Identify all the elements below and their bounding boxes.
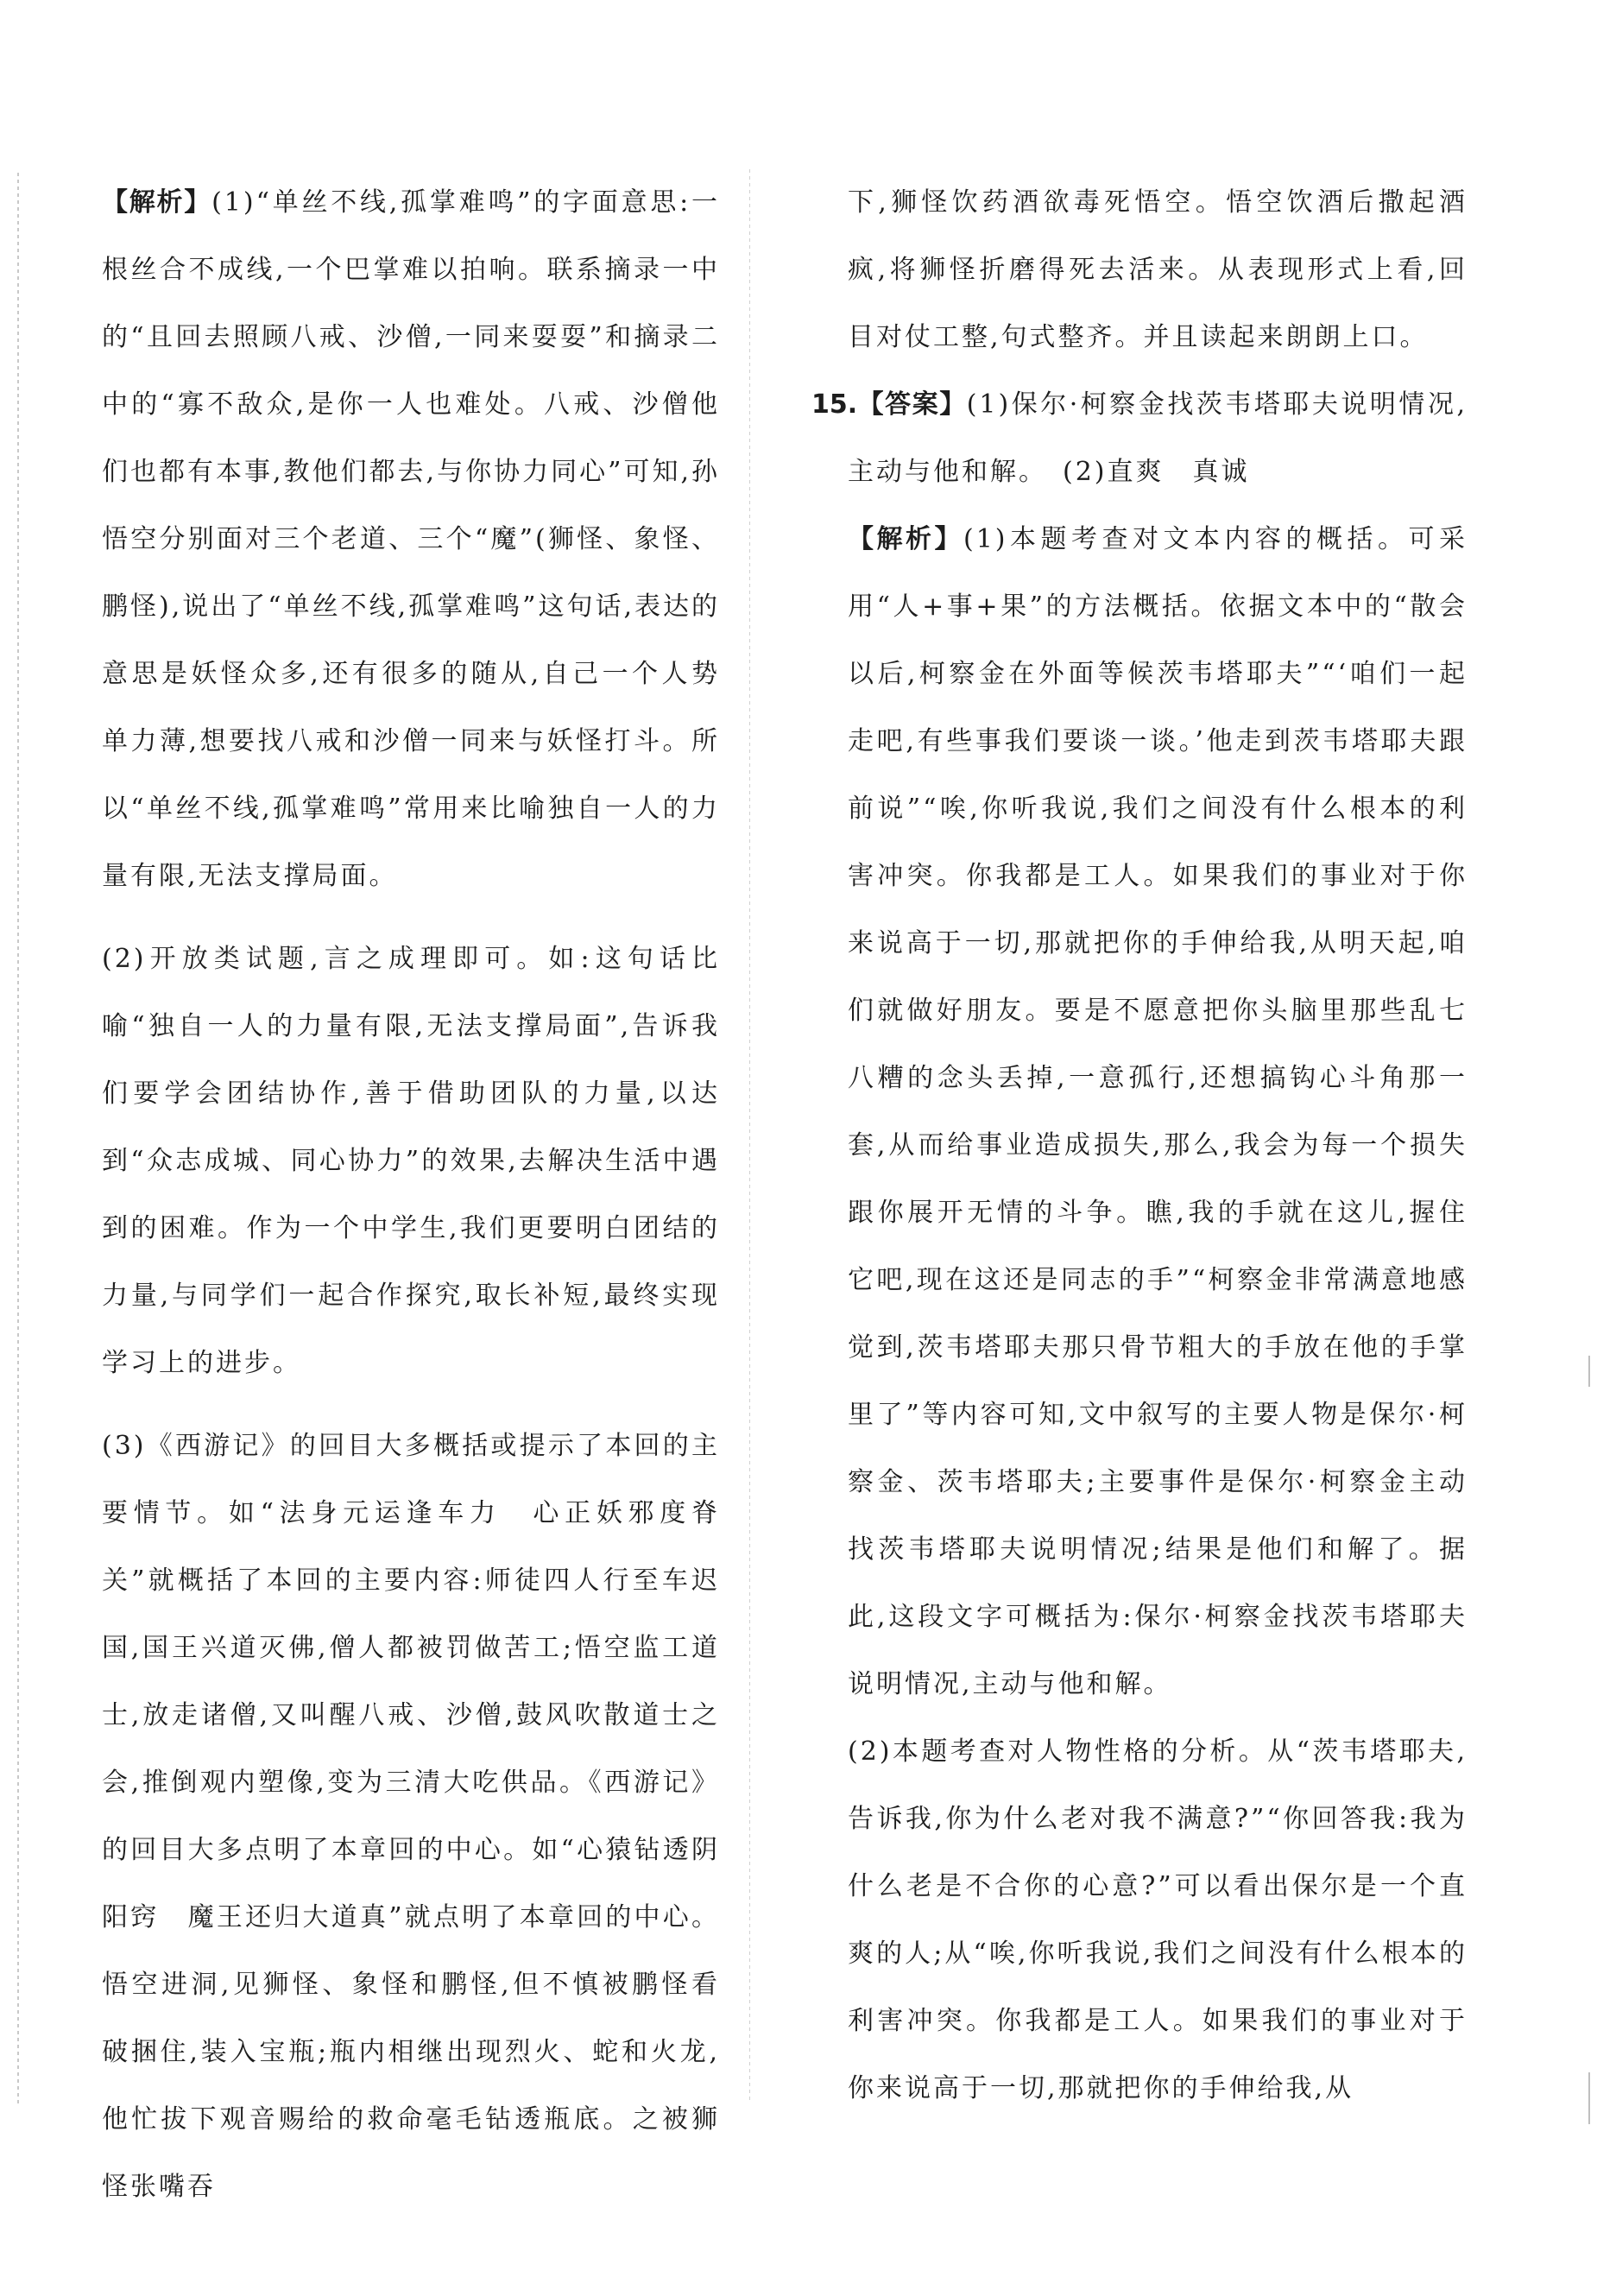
column-divider — [749, 169, 750, 2103]
question-15-analysis-2: (2)本题考查对人物性格的分析。从“茨韦塔耶夫,告诉我,你为什么老对我不满意?”“你回答我:我为什么老是不合你的心意?”可以看出保尔是一个直爽的人;从“唉,你听我说,我们之间没有什么根本的利害冲突。你我都是工人。如果我们的事业对于你来说高于一切,那就把你的手伸给我,从 — [848, 1736, 1468, 2103]
question-15-answer — [811, 371, 1468, 506]
analysis-continuation: 下,狮怪饮药酒欲毒死悟空。悟空饮酒后撒起酒疯,将狮怪折磨得死去活来。从表现形式上看,回目对仗工整,句式整齐。并且读起来朗朗上口。 — [848, 187, 1468, 352]
analysis-text: (1)本题考查对文本内容的概括。可采用“人+事+果”的方法概括。依据文本中的“散会以后,柯察金在外面等候茨韦塔耶夫”“‘咱们一起走吧,有些事我们要谈一谈。’他走到茨韦塔耶夫跟前说”“唉,你听我说,我们之间没有什么根本的利害冲突。你我都是工人。如果我们的事业对于你来说高于一切,那就把你的手伸给我,从明天起,咱们就做好朋友。要是不愿意把你头脑里那些乱七八糟的念头丢掉,一意孤行,还想搞钩心斗角那一套,从而给事业造成损失,那么,我会为每一个损失跟你展开无情的斗争。瞧,我的手就在这儿,握住它吧,现在这还是同志的手”“柯察金非常满意地感觉到,茨韦塔耶夫那只骨节粗大的手放在他的手掌里了”等内容可知,文中叙写的主要人物是保尔·柯察金、茨韦塔耶夫;主要事件是保尔·柯察金主动找茨韦塔耶夫说明情况;结果是他们和解了。据此,这段文字可概括为:保尔·柯察金找茨韦塔耶夫说明情况,主动与他和解。 — [848, 524, 1468, 1699]
analysis-text: (1)“单丝不线,孤掌难鸣”的字面意思:一根丝合不成线,一个巴掌难以拍响。联系摘录一中的“且回去照顾八戒、沙僧,一同来耍耍”和摘录二中的“寡不敌众,是你一人也难处。八戒、沙僧他们也都有本事,教他们都去,与你协力同心”可知,孙悟空分别面对三个老道、三个“魔”(狮怪、象怪、鹏怪),说出了“单丝不线,孤掌难鸣”这句话,表达的意思是妖怪众多,还有很多的随从,自己一个人势单力薄,想要找八戒和沙僧一同来与妖怪打斗。所以“单丝不线,孤掌难鸣”常用来比喻独自一人的力量有限,无法支撑局面。 — [102, 187, 721, 891]
analysis-paragraph-3: (3)《西游记》的回目大多概括或提示了本回的主要情节。如“法身元运逢车力 心正妖邪度脊关”就概括了本回的主要内容:师徒四人行至车迟国,国王兴道灭佛,僧人都被罚做苦工;悟空监工道士,放走诸僧,又叫醒八戒、沙僧,鼓风吹散道士之会,推倒观内塑像,变为三清大吃供品。《西游记》的回目大多点明了本章回的中心。如“心猿钻透阴阳窍 魔王还归大道真”就点明了本章回的中心。悟空进洞,见狮怪、象怪和鹏怪,但不慎被鹏怪看破捆住,装入宝瓶;瓶内相继出现烈火、蛇和火龙,他忙拔下观音赐给的救命毫毛钻透瓶底。之被狮怪张嘴吞 — [102, 1431, 720, 2202]
answer-text: (1)保尔·柯察金找茨韦塔耶夫说明情况,主动与他和解。 (2)直爽 真诚 — [848, 389, 1468, 487]
left-margin-rule — [17, 173, 19, 2107]
right-margin-tick — [1588, 2072, 1590, 2124]
question-number: 15. — [811, 389, 858, 420]
right-column — [811, 169, 1468, 2122]
answer-label: 【答案】 — [857, 389, 967, 420]
analysis-label: 【解析】 — [102, 187, 212, 218]
analysis-label: 【解析】 — [848, 524, 963, 554]
right-margin-tick — [1588, 1356, 1590, 1387]
analysis-paragraph-1 — [102, 169, 720, 910]
question-15-analysis-1 — [811, 506, 1468, 1718]
analysis-paragraph-2: (2)开放类试题,言之成理即可。如:这句话比喻“独自一人的力量有限,无法支撑局面”,告诉我们要学会团结协作,善于借助团队的力量,以达到“众志成城、同心协力”的效果,去解决生活中遇到的困难。作为一个中学生,我们更要明白团结的力量,与同学们一起合作探究,取长补短,最终实现学习上的进步。 — [102, 944, 720, 1378]
left-column — [102, 169, 720, 2236]
